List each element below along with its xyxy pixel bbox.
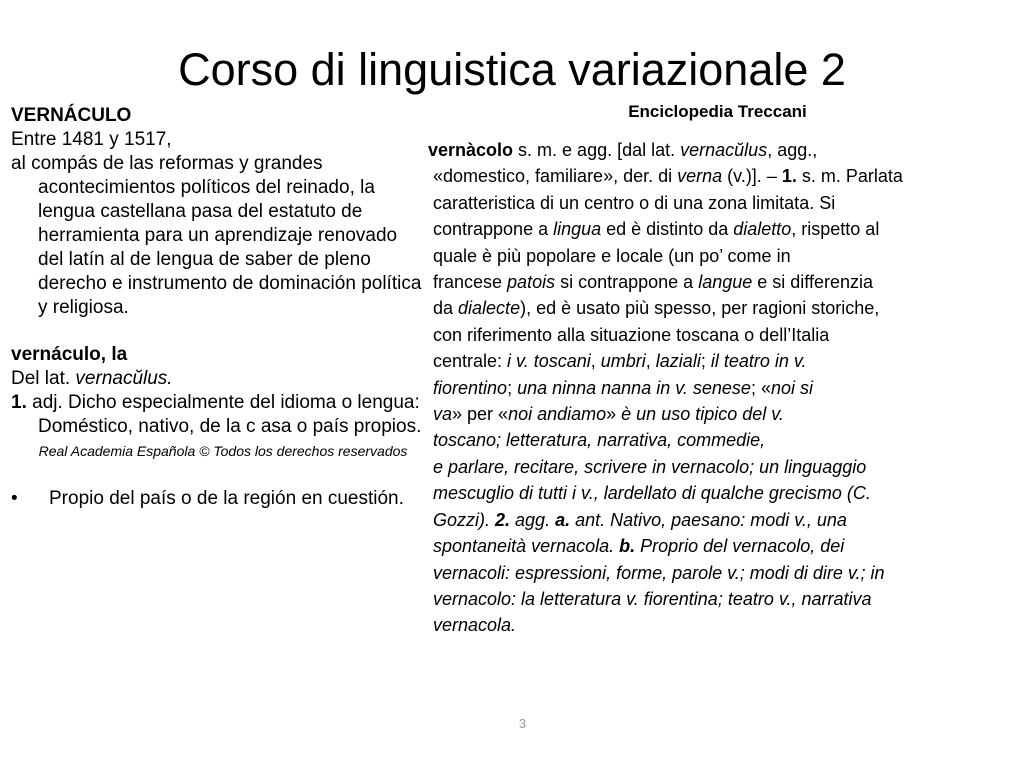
bullet-item xyxy=(11,487,423,511)
history-paragraph: al compás de las reformas y grandes acontecimientos políticos del reinado, la lengua castellana pasa del estatuto de herramienta para un aprendizaje renovado del latín al de lengua de saber de pleno derecho e instrumento de dominación política y religiosa. xyxy=(11,153,422,318)
entry-line: con riferimento alla situazione toscana o dell’Italia xyxy=(433,324,830,345)
bullet-icon: • xyxy=(11,488,18,509)
entry-line: da dialecte), ed è usato più spesso, per ragioni storiche, xyxy=(433,298,880,319)
entry-line: centrale: i v. toscani, umbri, laziali; il teatro in v. xyxy=(433,351,807,372)
entry-line: e parlare, recitare, scrivere in vernacolo; un linguaggio xyxy=(433,456,867,477)
treccani-column xyxy=(428,100,1013,639)
entry-line: francese patois si contrappone a langue e si differenzia xyxy=(433,272,874,293)
source-title: Enciclopedia Treccani xyxy=(628,102,807,121)
entry-line: vernàcolo s. m. e agg. [dal lat. vernacŭlus, agg., xyxy=(428,140,818,160)
entry-line: «domestico, familiare», der. di verna (v.)]. – 1. s. m. Parlata xyxy=(433,166,903,187)
page-number: 3 xyxy=(518,716,527,731)
entry-line: va» per «noi andiamo» è un uso tipico del v. xyxy=(433,404,784,425)
rae-credit: Real Academia Española © Todos los derechos reservados xyxy=(38,443,408,459)
entry-line: Gozzi). 2. agg. a. ant. Nativo, paesano: modi v., una xyxy=(433,509,847,530)
etymology-line: Del lat. vernacŭlus. xyxy=(11,368,173,389)
entry-line: vernacolo: la letteratura v. fiorentina; teatro v., narrativa xyxy=(433,588,872,609)
entry-line: vernacola. xyxy=(433,615,517,636)
entry-line: mescuglio di tutti i v., lardellato di qualche grecismo (C. xyxy=(433,483,871,504)
slide-title: Corso di linguistica variazionale 2 xyxy=(178,44,846,95)
entry-line: vernacoli: espressioni, forme, parole v.; modi di dire v.; in xyxy=(433,562,885,583)
entry-heading: vernáculo, la xyxy=(11,344,128,365)
entry-line: contrappone a lingua ed è distinto da dialetto, rispetto al xyxy=(433,219,880,240)
treccani-entry xyxy=(428,137,1013,639)
entry-line: spontaneità vernacola. b. Proprio del vernacolo, dei xyxy=(433,536,845,557)
entry-line: caratteristica di un centro o di una zona limitata. Si xyxy=(433,192,836,213)
entry-line: quale è più popolare e locale (un po’ come in xyxy=(433,245,791,266)
entry-line: toscano; letteratura, narrativa, commedie, xyxy=(433,430,766,451)
rae-column xyxy=(11,104,423,511)
entry-line: fiorentino; una ninna nanna in v. senese; «noi si xyxy=(433,377,813,398)
bullet-text: Propio del país o de la región en cuestión. xyxy=(49,488,404,509)
date-range-line: Entre 1481 y 1517, xyxy=(11,129,172,150)
definition-1: 1. adj. Dicho especialmente del idioma o lengua: Doméstico, nativo, de la c asa o país propios. xyxy=(11,392,422,437)
vernaculo-heading: VERNÁCULO xyxy=(11,105,132,126)
